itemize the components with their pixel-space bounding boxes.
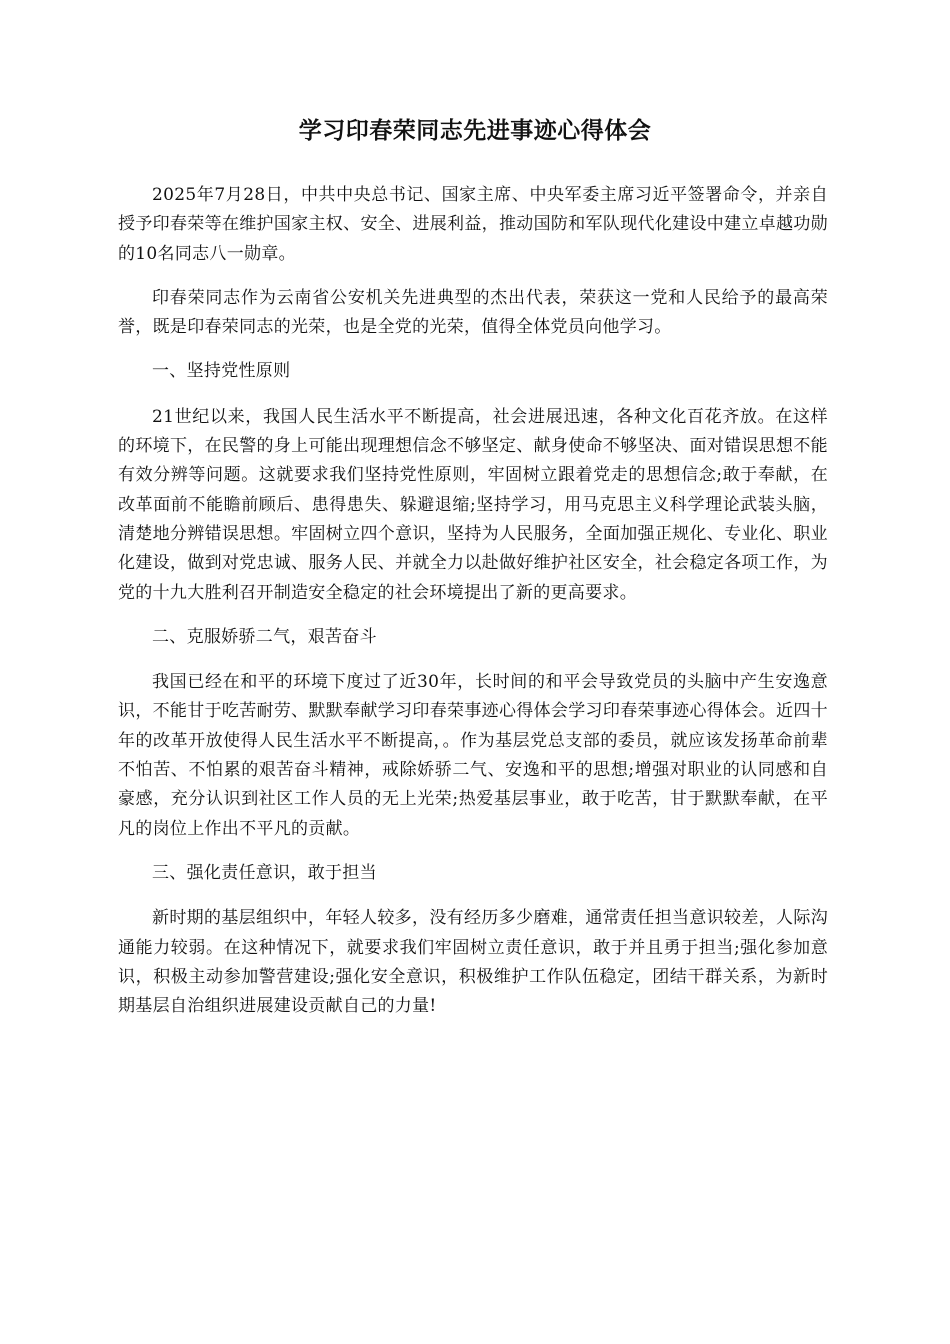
- section-heading-3: 三、强化责任意识，敢于担当: [152, 862, 377, 883]
- paragraph-honor: 印春荣同志作为云南省公安机关先进典型的杰出代表，荣获这一党和人民给予的最高荣誉，既是印春荣同志的光荣，也是全党的光荣，值得全体党员向他学习。: [118, 287, 828, 338]
- paragraph-section-3: 新时期的基层组织中，年轻人较多，没有经历多少磨难，通常责任担当意识较差，人际沟通能力较弱。在这种情况下，就要求我们牢固树立责任意识，敢于并且勇于担当;强化参加意识，积极主动参加警营建设;强化安全意识，积极维护工作队伍稳定，团结干群关系，为新时期基层自治组织进展建设贡献自己的力量!: [118, 908, 828, 1017]
- section-heading-2: 二、克服娇骄二气，艰苦奋斗: [152, 626, 377, 647]
- document-body: [118, 181, 828, 1036]
- paragraph-section-1: 21世纪以来，我国人民生活水平不断提高，社会进展迅速，各种文化百花齐放。在这样的环境下，在民警的身上可能出现理想信念不够坚定、献身使命不够坚决、面对错误思想不能有效分辨等问题。这就要求我们坚持党性原则，牢固树立跟着党走的思想信念;敢于奉献，在改革面前不能瞻前顾后、患得患失、躲避退缩;坚持学习，用马克思主义科学理论武装头脑，清楚地分辨错误思想。牢固树立四个意识，坚持为人民服务，全面加强正规化、专业化、职业化建设，做到对党忠诚、服务人民、并就全力以赴做好维护社区安全，社会稳定各项工作，为党的十九大胜利召开制造安全稳定的社会环境提出了新的更高要求。: [118, 406, 828, 603]
- section-heading-1: 一、坚持党性原则: [152, 361, 291, 382]
- paragraph-intro: 2025年7月28日，中共中央总书记、国家主席、中央军委主席习近平签署命令，并亲自授予印春荣等在维护国家主权、安全、进展利益，推动国防和军队现代化建设中建立卓越功勋的10名同志八一勋章。: [118, 185, 828, 264]
- paragraph-section-2: 我国已经在和平的环境下度过了近30年，长时间的和平会导致党员的头脑中产生安逸意识，不能甘于吃苦耐劳、默默奉献学习印春荣事迹心得体会学习印春荣事迹心得体会。近四十年的改革开放使得人民生活水平不断提高，。作为基层党总支部的委员，就应该发扬革命前辈不怕苦、不怕累的艰苦奋斗精神，戒除娇骄二气、安逸和平的思想;增强对职业的认同感和自豪感，充分认识到社区工作人员的无上光荣;热爱基层事业，敢于吃苦，甘于默默奉献，在平凡的岗位上作出不平凡的贡献。: [118, 672, 828, 839]
- document-title: 学习印春荣同志先进事迹心得体会: [298, 118, 652, 144]
